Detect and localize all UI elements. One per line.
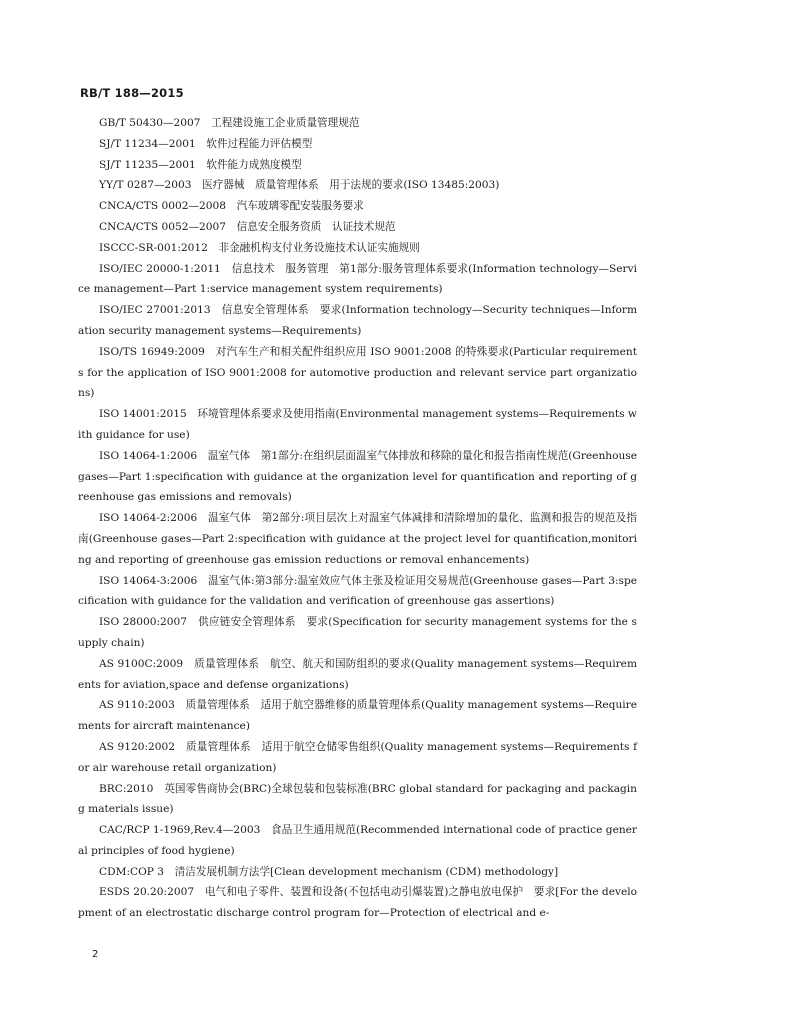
page-number: 2: [92, 949, 99, 960]
reference-entry: CDM:COP 3 清洁发展机制方法学[Clean development mechanism (CDM) methodology]: [99, 865, 559, 878]
reference-entry: ISO/IEC 20000-1:2011 信息技术 服务管理 第1部分:服务管理体系要求(Information technology—Service management—Part 1:service management system requirements): [78, 262, 637, 296]
reference-entry: ISO 14001:2015 环境管理体系要求及使用指南(Environmental management systems—Requirements with guidance for use): [78, 408, 637, 441]
reference-entry: AS 9110:2003 质量管理体系 适用于航空器维修的质量管理体系(Quality management systems—Requirements for aircraft maintenance): [78, 699, 637, 733]
reference-entry: SJ/T 11234—2001 软件过程能力评估模型: [99, 137, 313, 150]
reference-entry: ISCCC-SR-001:2012 非金融机构支付业务设施技术认证实施规则: [99, 241, 420, 254]
reference-entry: AS 9100C:2009 质量管理体系 航空、航天和国防组织的要求(Quality management systems—Requirements for aviation,space and defense organizations): [78, 657, 637, 691]
reference-entry: CNCA/CTS 0052—2007 信息安全服务资质 认证技术规范: [99, 220, 396, 233]
reference-entry: GB/T 50430—2007 工程建设施工企业质量管理规范: [99, 117, 360, 129]
standard-number-header: RB/T 188—2015: [80, 86, 184, 100]
reference-entry: ISO 14064-2:2006 温室气体 第2部分:项目层次上对温室气体减排和清除增加的量化、监测和报告的规范及指南(Greenhouse gases—Part 2:specification with guidance at the project level for quantification,monitoring and reporting of greenhouse gas emission reductions or removal enhancements): [78, 512, 637, 566]
reference-entry: ISO/TS 16949:2009 对汽车生产和相关配件组织应用 ISO 9001:2008 的特殊要求(Particular requirements for the application of ISO 9001:2008 for automotive production and relevant service part organizations): [78, 345, 637, 400]
reference-entry: ISO 28000:2007 供应链安全管理体系 要求(Specification for security management systems for the supply chain): [78, 616, 637, 649]
reference-entry: ISO/IEC 27001:2013 信息安全管理体系 要求(Information technology—Security techniques—Information security management systems—Requirements): [78, 304, 637, 337]
reference-entry: ISO 14064-3:2006 温室气体:第3部分:温室效应气体主张及检证用交易规范(Greenhouse gases—Part 3:specification with guidance for the validation and verification of greenhouse gas assertions): [78, 574, 637, 608]
reference-list: [78, 113, 637, 924]
reference-entry: YY/T 0287—2003 医疗器械 质量管理体系 用于法规的要求(ISO 13485:2003): [99, 179, 500, 192]
reference-entry: CNCA/CTS 0002—2008 汽车玻璃零配安装服务要求: [99, 200, 364, 213]
reference-entry: BRC:2010 英国零售商协会(BRC)全球包装和包装标准(BRC global standard for packaging and packaging materials issue): [78, 782, 637, 816]
reference-entry: CAC/RCP 1-1969,Rev.4—2003 食品卫生通用规范(Recommended international code of practice general principles of food hygiene): [78, 824, 637, 857]
reference-entry: AS 9120:2002 质量管理体系 适用于航空仓储零售组织(Quality management systems—Requirements for air warehouse retail organization): [78, 740, 637, 774]
reference-entry: SJ/T 11235—2001 软件能力成熟度模型: [99, 158, 302, 171]
reference-entry: ISO 14064-1:2006 温室气体 第1部分:在组织层面温室气体排放和移除的量化和报告指南性规范(Greenhouse gases—Part 1:specification with guidance at the organization level for quantification and reporting of greenhouse gas emissions and removals): [78, 449, 637, 504]
reference-entry: ESDS 20.20:2007 电气和电子零件、装置和设备(不包括电动引爆装置)之静电放电保护 要求[For the development of an electrostatic discharge control program for—Protection of electrical and e-: [78, 886, 637, 920]
